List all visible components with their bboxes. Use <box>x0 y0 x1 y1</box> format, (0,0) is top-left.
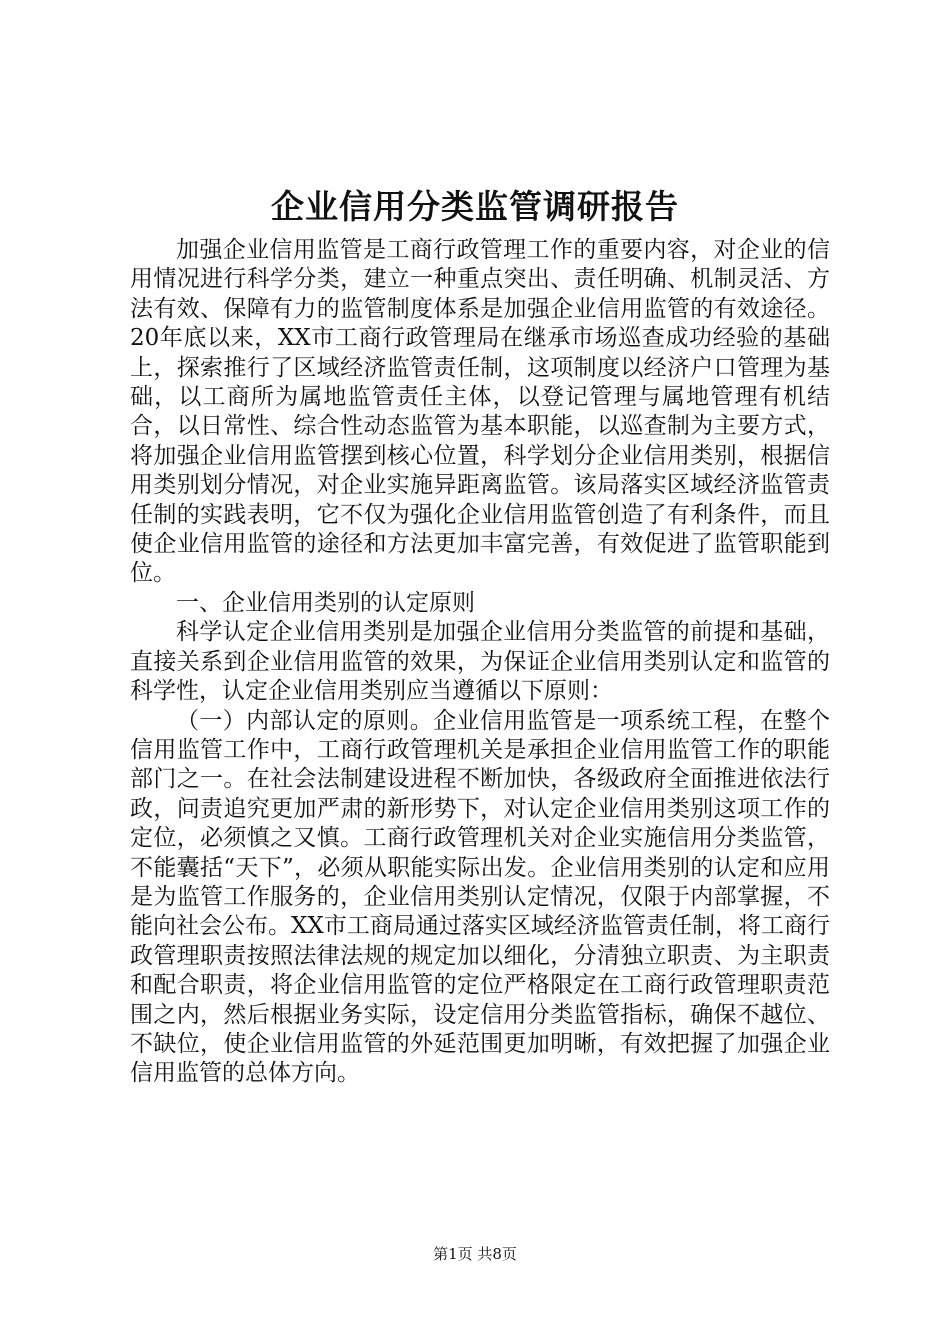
paragraph-intro: 加强企业信用监管是工商行政管理工作的重要内容，对企业的信用情况进行科学分类，建立一种重点突出、责任明确、机制灵活、方法有效、保障有力的监管制度体系是加强企业信用监管的有效途径。20年底以来，XX市工商行政管理局在继承市场巡查成功经验的基础上，探索推行了区域经济监管责任制，这项制度以经济户口管理为基础，以工商所为属地监管责任主体，以登记管理与属地管理有机结合，以日常性、综合性动态监管为基本职能，以巡查制为主要方式，将加强企业信用监管摆到核心位置，科学划分企业信用类别，根据信用类别划分情况，对企业实施异距离监管。该局落实区域经济监管责任制的实践表明，它不仅为强化企业信用监管创造了有利条件，而且使企业信用监管的途径和方法更加丰富完善，有效促进了监管职能到位。 <box>130 237 830 587</box>
paragraph-internal-principle: （一）内部认定的原则。企业信用监管是一项系统工程，在整个信用监管工作中，工商行政管理机关是承担企业信用监管工作的职能部门之一。在社会法制建设进程不断加快，各级政府全面推进依法行政，问责追究更加严肃的新形势下，对认定企业信用类别这项工作的定位，必须慎之又慎。工商行政管理机关对企业实施信用分类监管，不能囊括“天下”，必须从职能实际出发。企业信用类别的认定和应用是为监管工作服务的，企业信用类别认定情况，仅限于内部掌握，不能向社会公布。XX市工商局通过落实区域经济监管责任制，将工商行政管理职责按照法律法规的规定加以细化，分清独立职责、为主职责和配合职责，将企业信用监管的定位严格限定在工商行政管理职责范围之内，然后根据业务实际，设定信用分类监管指标，确保不越位、不缺位，使企业信用监管的外延范围更加明晰，有效把握了加强企业信用监管的总体方向。 <box>130 707 830 1087</box>
document-body <box>130 236 830 1089</box>
section-heading-1: 一、企业信用类别的认定原则 <box>176 589 475 616</box>
paragraph-principles: 科学认定企业信用类别是加强企业信用分类监管的前提和基础，直接关系到企业信用监管的效果，为保证企业信用类别认定和监管的科学性，认定企业信用类别应当遵循以下原则： <box>130 619 830 705</box>
page-footer: 第1页 共8页 <box>433 1245 517 1263</box>
document-title: 企业信用分类监管调研报告 <box>271 187 679 226</box>
